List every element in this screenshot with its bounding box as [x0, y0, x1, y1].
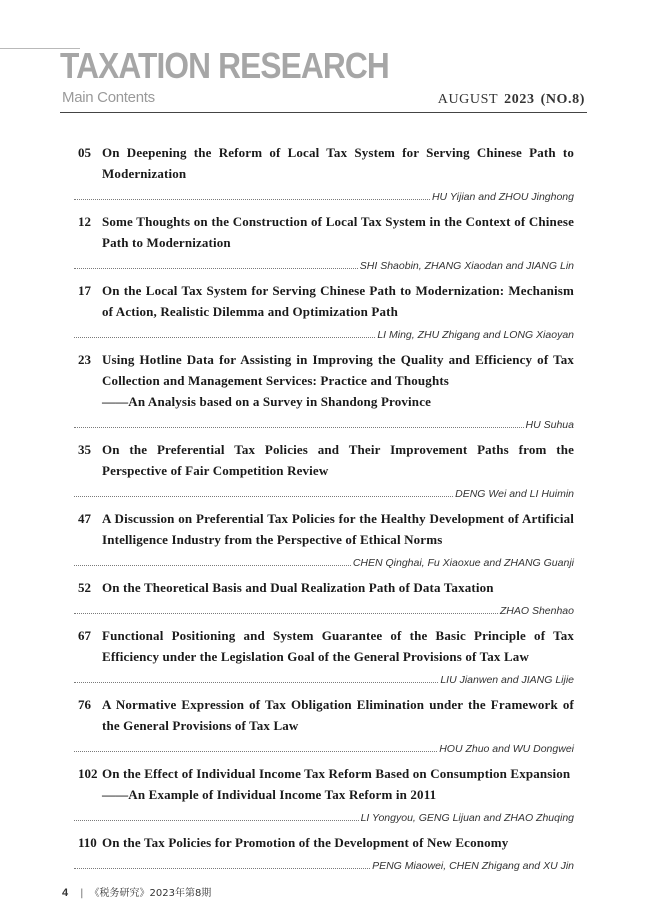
toc-article-title: [102, 763, 574, 805]
dot-leader: [74, 868, 370, 869]
toc-title-text: On the Local Tax System for Serving Chinese Path to Modernization: Mechanism of Action, Realistic Dilemma and Optimization Path: [102, 283, 574, 319]
toc-page-number: 35: [78, 442, 91, 457]
toc-authors: PENG Miaowei, CHEN Zhigang and XU Jin: [372, 860, 574, 872]
toc-entry: [78, 349, 574, 432]
issue-month: AUGUST: [437, 92, 499, 107]
toc-entry: [78, 577, 574, 618]
toc-page-number: 102: [78, 766, 98, 781]
toc-author-line: [74, 600, 574, 618]
dot-leader: [74, 199, 430, 200]
toc-authors: CHEN Qinghai, Fu Xiaoxue and ZHANG Guanji: [352, 557, 574, 569]
toc-title-text: Some Thoughts on the Construction of Local Tax System in the Context of Chinese Path to Modernization: [102, 214, 574, 250]
toc-entry: [78, 694, 574, 756]
toc-title-text: Functional Positioning and System Guarantee of the Basic Principle of Tax Efficiency under the Legislation Goal of the General Provisions of Tax Law: [102, 628, 574, 664]
toc-author-line: [74, 324, 574, 342]
toc-subtitle-text: ——An Example of Individual Income Tax Reform in 2011: [102, 787, 437, 802]
toc-authors: HU Yijian and ZHOU Jinghong: [431, 191, 574, 203]
toc-entry: [78, 763, 574, 825]
toc-authors: HU Suhua: [525, 419, 574, 431]
toc-article-title: [102, 439, 574, 481]
header-divider: [60, 112, 587, 113]
toc-title-text: On Deepening the Reform of Local Tax System for Serving Chinese Path to Modernization: [102, 145, 574, 181]
toc-page-number: 12: [78, 214, 91, 229]
toc-entry: [78, 625, 574, 687]
toc-authors: LI Yongyou, GENG Lijuan and ZHAO Zhuqing: [360, 812, 574, 824]
page-number: 4: [62, 887, 69, 899]
toc-authors: SHI Shaobin, ZHANG Xiaodan and JIANG Lin: [359, 260, 574, 272]
dot-leader: [74, 751, 437, 752]
toc-authors: LI Ming, ZHU Zhigang and LONG Xiaoyan: [377, 329, 574, 341]
toc-author-line: [74, 855, 574, 873]
toc-article-title: [102, 142, 574, 184]
toc-author-line: [74, 186, 574, 204]
toc-page-number: 110: [78, 835, 97, 850]
toc-page-number: 23: [78, 352, 91, 367]
toc-author-line: [74, 414, 574, 432]
toc-page-number: 52: [78, 580, 91, 595]
dot-leader: [74, 337, 375, 338]
issue-number: (NO.8): [540, 92, 585, 107]
toc-article-title: [102, 349, 574, 412]
toc-entry: [78, 439, 574, 501]
toc-entry: [78, 142, 574, 204]
toc-page-number: 17: [78, 283, 91, 298]
toc-title-text: Using Hotline Data for Assisting in Improving the Quality and Efficiency of Tax Collection and Management Services: Practice and Thoughts: [102, 352, 574, 388]
toc-author-line: [74, 483, 574, 501]
toc-page-number: 67: [78, 628, 91, 643]
toc-title-text: A Normative Expression of Tax Obligation Elimination under the Framework of the General Provisions of Tax Law: [102, 697, 574, 733]
toc-subtitle-text: ——An Analysis based on a Survey in Shandong Province: [102, 394, 432, 409]
dot-leader: [74, 565, 351, 566]
toc-authors: DENG Wei and LI Huimin: [455, 488, 574, 500]
toc-title-text: On the Theoretical Basis and Dual Realization Path of Data Taxation: [102, 580, 494, 595]
toc-article-title: [102, 694, 574, 736]
toc-article-title: [102, 508, 574, 550]
toc-entry: [78, 508, 574, 570]
dot-leader: [74, 496, 453, 497]
dot-leader: [74, 682, 438, 683]
dot-leader: [74, 613, 498, 614]
toc-page-number: 05: [78, 145, 91, 160]
toc-title-text: On the Tax Policies for Promotion of the Development of New Economy: [102, 835, 509, 850]
section-subtitle: Main Contents: [62, 89, 155, 106]
toc-author-line: [74, 552, 574, 570]
toc-author-line: [74, 255, 574, 273]
table-of-contents: [78, 142, 574, 873]
toc-entry: [78, 280, 574, 342]
toc-title-text: On the Effect of Individual Income Tax Reform Based on Consumption Expansion: [102, 766, 571, 781]
toc-title-text: On the Preferential Tax Policies and Their Improvement Paths from the Perspective of Fair Competition Review: [102, 442, 574, 478]
dot-leader: [74, 427, 524, 428]
toc-authors: LIU Jianwen and JIANG Lijie: [440, 674, 574, 686]
toc-authors: HOU Zhuo and WU Dongwei: [439, 743, 574, 755]
dot-leader: [74, 268, 358, 269]
dot-leader: [74, 820, 359, 821]
issue-info: [438, 92, 585, 108]
toc-entry: [78, 832, 574, 873]
toc-title-text: A Discussion on Preferential Tax Policies for the Healthy Development of Artificial Intelligence Industry from the Perspective of Ethical Norms: [102, 511, 574, 547]
toc-page-number: 76: [78, 697, 91, 712]
toc-page-number: 47: [78, 511, 91, 526]
toc-author-line: [74, 807, 574, 825]
journal-title: TAXATION RESEARCH: [60, 45, 389, 86]
toc-entry: [78, 211, 574, 273]
page-footer: [62, 884, 211, 899]
toc-author-line: [74, 738, 574, 756]
toc-article-title: [102, 280, 574, 322]
issue-year: 2023: [504, 92, 535, 107]
journal-citation: 《税务研究》2023年第8期: [89, 888, 212, 899]
masthead: [0, 0, 671, 120]
toc-article-title: [102, 832, 574, 853]
toc-author-line: [74, 669, 574, 687]
toc-article-title: [102, 577, 574, 598]
toc-authors: ZHAO Shenhao: [499, 605, 574, 617]
toc-article-title: [102, 625, 574, 667]
footer-separator: |: [80, 888, 84, 899]
toc-article-title: [102, 211, 574, 253]
